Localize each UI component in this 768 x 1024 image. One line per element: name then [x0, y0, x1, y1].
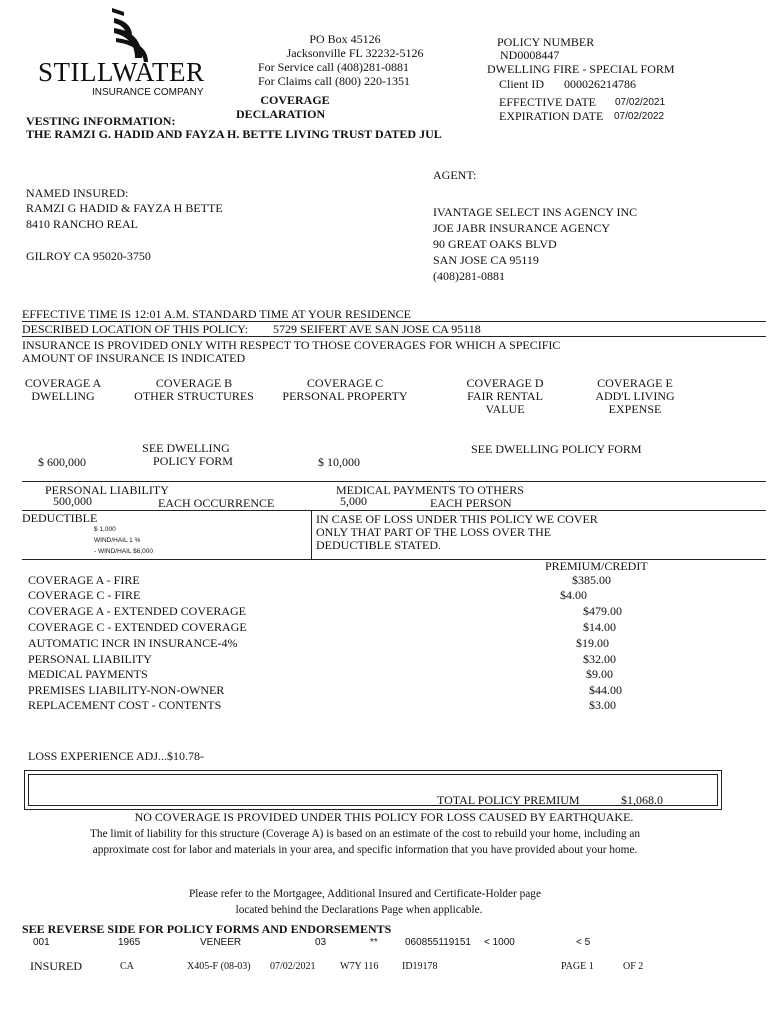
loss-experience: LOSS EXPERIENCE ADJ...$10.78- [28, 749, 205, 763]
footer-code: 03 [315, 937, 327, 948]
address-po-box: PO Box 45126 [309, 32, 381, 46]
divider [22, 559, 766, 560]
agent-line1: IVANTAGE SELECT INS AGENCY INC [433, 205, 638, 219]
page-number: PAGE 1 [561, 961, 594, 972]
total-premium-label: TOTAL POLICY PREMIUM [437, 793, 580, 807]
total-premium-amount: $1,068.0 [621, 793, 663, 807]
coverage-a-header: COVERAGE A DWELLING [24, 376, 102, 403]
medical-payments-amount: 5,000 [340, 494, 367, 508]
premium-item-label: PREMISES LIABILITY-NON-OWNER [28, 683, 225, 697]
divider [311, 510, 312, 560]
insurance-note-line1: INSURANCE IS PROVIDED ONLY WITH RESPECT TO THOSE COVERAGES FOR WHICH A SPECIFIC [22, 338, 561, 352]
expiration-date-label: EXPIRATION DATE [499, 109, 604, 123]
effective-date: 07/02/2021 [615, 97, 666, 108]
premium-item-label: PERSONAL LIABILITY [28, 652, 152, 666]
footer-code: < 1000 [484, 937, 515, 948]
footer-insured: INSURED [30, 959, 83, 973]
claims-phone: For Claims call (800) 220-1351 [258, 74, 410, 88]
premium-item-amount: $9.00 [586, 667, 613, 681]
premium-item-amount: $19.00 [576, 636, 609, 650]
earthquake-notice: NO COVERAGE IS PROVIDED UNDER THIS POLICY FOR LOSS CAUSED BY EARTHQUAKE. [134, 810, 634, 824]
page-of: OF 2 [623, 961, 644, 972]
refer-notice-line2: located behind the Declarations Page when applicable. [235, 904, 483, 916]
footer-code1: W7Y 116 [340, 961, 379, 972]
divider [22, 510, 766, 511]
refer-notice-line1: Please refer to the Mortgagee, Additional Insured and Certificate-Holder page [189, 888, 541, 900]
client-id: 000026214786 [564, 77, 636, 91]
doc-title-line1: COVERAGE [260, 93, 330, 107]
footer-form: X405-F (08-03) [187, 961, 251, 972]
coverage-d-header: COVERAGE D FAIR RENTAL VALUE [466, 376, 544, 416]
personal-liability-amount: 500,000 [53, 494, 92, 508]
coverage-e-header: COVERAGE E ADD'L LIVING EXPENSE [595, 376, 675, 416]
premium-item-amount: $44.00 [589, 683, 622, 697]
medical-payments-per: EACH PERSON [430, 496, 512, 510]
doc-title-line2: DECLARATION [236, 107, 326, 121]
premium-item-amount: $32.00 [583, 652, 616, 666]
limit-notice-line2: approximate cost for labor and materials in your area, and specific information that you have provided about your home. [92, 844, 638, 856]
total-premium-box-inner [28, 774, 718, 806]
footer-date: 07/02/2021 [270, 961, 316, 972]
service-phone: For Service call (408)281-0881 [258, 60, 409, 74]
footer-state: CA [120, 961, 134, 972]
deductible-amount: $ 1,000 [94, 526, 116, 533]
limit-notice-line1: The limit of liability for this structure (Coverage A) is based on an estimate of the cost to rebuild your home, including an [90, 828, 640, 840]
personal-liability-label: PERSONAL LIABILITY [45, 483, 169, 497]
coverage-de-note: SEE DWELLING POLICY FORM [471, 442, 642, 456]
agent-line3: 90 GREAT OAKS BLVD [433, 237, 557, 251]
agent-label: AGENT: [433, 168, 477, 182]
premium-item-label: COVERAGE C - FIRE [28, 588, 141, 602]
effective-date-label: EFFECTIVE DATE [499, 95, 596, 109]
coverage-a-amount: $ 600,000 [38, 455, 86, 469]
divider [22, 481, 766, 482]
named-insured-street: 8410 RANCHO REAL [26, 217, 139, 231]
divider [22, 336, 766, 337]
named-insured-label: NAMED INSURED: [26, 186, 129, 200]
stillwater-logo-icon [102, 6, 150, 64]
policy-form-type: DWELLING FIRE - SPECIAL FORM [487, 62, 675, 76]
footer-code: ** [370, 937, 378, 948]
see-reverse-side: SEE REVERSE SIDE FOR POLICY FORMS AND ENDORSEMENTS [22, 922, 392, 936]
coverage-b-header: COVERAGE B OTHER STRUCTURES [134, 376, 254, 403]
premium-item-label: MEDICAL PAYMENTS [28, 667, 148, 681]
deductible-note-line1: IN CASE OF LOSS UNDER THIS POLICY WE COVER [316, 512, 598, 526]
personal-liability-per: EACH OCCURRENCE [158, 496, 275, 510]
premium-item-amount: $385.00 [572, 573, 611, 587]
premium-item-label: COVERAGE C - EXTENDED COVERAGE [28, 620, 247, 634]
client-id-label: Client ID [499, 77, 544, 91]
coverage-b-limit: SEE DWELLING POLICY FORM [142, 441, 233, 468]
coverage-c-amount: $ 10,000 [318, 455, 360, 469]
expiration-date: 07/02/2022 [614, 111, 665, 122]
location-label: DESCRIBED LOCATION OF THIS POLICY: [22, 322, 249, 336]
coverage-c-header: COVERAGE C PERSONAL PROPERTY [282, 376, 408, 403]
premium-header: PREMIUM/CREDIT [545, 559, 648, 573]
effective-time: EFFECTIVE TIME IS 12:01 A.M. STANDARD TIME AT YOUR RESIDENCE [22, 307, 411, 321]
agent-line5: (408)281-0881 [433, 269, 505, 283]
vesting-text: THE RAMZI G. HADID AND FAYZA H. BETTE LIVING TRUST DATED JUL [26, 127, 442, 141]
premium-item-amount: $3.00 [589, 698, 616, 712]
deductible-note-line3: DEDUCTIBLE STATED. [316, 538, 442, 552]
footer-code: 1965 [118, 937, 141, 948]
premium-item-label: AUTOMATIC INCR IN INSURANCE-4% [28, 636, 238, 650]
footer-code2: ID19178 [402, 961, 438, 972]
premium-item-label: COVERAGE A - EXTENDED COVERAGE [28, 604, 246, 618]
premium-item-label: REPLACEMENT COST - CONTENTS [28, 698, 222, 712]
agent-line2: JOE JABR INSURANCE AGENCY [433, 221, 611, 235]
company-name: STILLWATER [38, 57, 205, 87]
policy-number: ND0008447 [500, 48, 560, 62]
premium-item-amount: $479.00 [583, 604, 622, 618]
vesting-label: VESTING INFORMATION: [26, 114, 176, 128]
footer-code: VENEER [200, 937, 242, 948]
medical-payments-label: MEDICAL PAYMENTS TO OTHERS [336, 483, 524, 497]
named-insured-name: RAMZI G HADID & FAYZA H BETTE [26, 201, 223, 215]
premium-item-amount: $4.00 [560, 588, 587, 602]
footer-code: 001 [33, 937, 50, 948]
footer-code: 060855119151 [405, 937, 471, 948]
footer-code: < 5 [576, 937, 591, 948]
insurance-note-line2: AMOUNT OF INSURANCE IS INDICATED [22, 351, 246, 365]
deductible-note-line2: ONLY THAT PART OF THE LOSS OVER THE [316, 525, 552, 539]
address-city: Jacksonville FL 32232-5126 [286, 46, 424, 60]
location-value: 5729 SEIFERT AVE SAN JOSE CA 95118 [273, 322, 481, 336]
premium-item-label: COVERAGE A - FIRE [28, 573, 140, 587]
agent-line4: SAN JOSE CA 95119 [433, 253, 539, 267]
deductible-label: DEDUCTIBLE [22, 511, 98, 525]
premium-item-amount: $14.00 [583, 620, 616, 634]
deductible-wind: WIND/HAIL 1 % [94, 537, 141, 544]
named-insured-city: GILROY CA 95020-3750 [26, 249, 151, 263]
policy-number-label: POLICY NUMBER [497, 35, 595, 49]
company-subtitle: INSURANCE COMPANY [92, 87, 204, 98]
deductible-wind-amount: - WIND/HAIL $6,000 [94, 548, 154, 555]
